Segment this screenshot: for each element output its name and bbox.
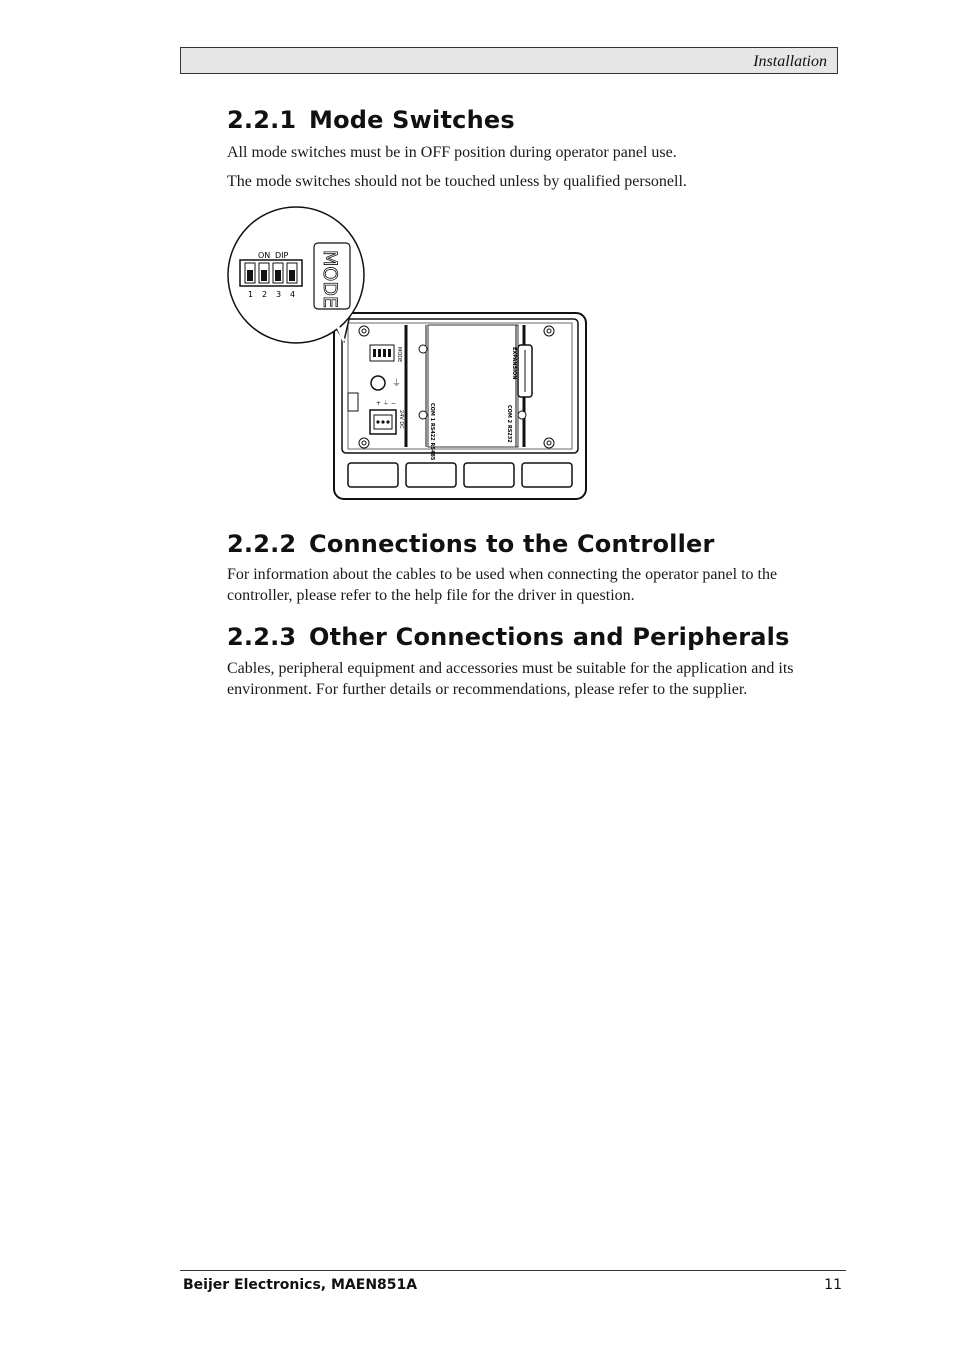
board-label-mode: MODE xyxy=(396,347,402,363)
panel-diagram-svg xyxy=(226,205,590,503)
dip-position-label: 2 xyxy=(262,290,268,299)
paragraph: For information about the cables to be used when connecting the operator panel to the controller, please refer to the help file for the driver in question. xyxy=(227,566,778,604)
dip-label-on: ON xyxy=(258,251,271,260)
section-number: 2.2.3 xyxy=(227,623,297,651)
paragraph: Cables, peripheral equipment and accessories must be suitable for the application and its environment. For further details or recommendations, please refer to the supplier. xyxy=(227,660,794,698)
section-heading-connections-controller xyxy=(227,530,715,558)
power-polarity-icon: + ⏚ − xyxy=(376,400,396,407)
ground-screw xyxy=(371,376,385,390)
board-label-power: 24V DC xyxy=(398,410,404,429)
dip-switch xyxy=(240,260,302,286)
dip-position-label: 3 xyxy=(276,290,282,299)
section-title: Connections to the Controller xyxy=(309,530,715,558)
dip-position-label: 4 xyxy=(290,290,296,299)
section-number: 2.2.1 xyxy=(227,106,297,134)
header-section-title: Installation xyxy=(753,53,827,70)
section-title: Mode Switches xyxy=(309,106,515,134)
panel-diagram xyxy=(226,205,590,503)
section-heading-other-connections xyxy=(227,623,790,651)
board-label-expansion: EXPANSION xyxy=(511,347,517,380)
dip-position-label: 1 xyxy=(248,290,254,299)
page-header xyxy=(180,47,838,74)
mode-label: MODE xyxy=(319,250,341,308)
section-heading-mode-switches xyxy=(227,106,515,134)
page-number: 11 xyxy=(824,1277,842,1293)
ground-icon: ⏚ xyxy=(392,379,402,389)
section-number: 2.2.2 xyxy=(227,530,297,558)
dip-label-dip: DIP xyxy=(275,251,289,260)
expansion-connector xyxy=(518,345,532,397)
footer-rule xyxy=(180,1270,846,1271)
power-connector xyxy=(370,410,396,434)
section-title: Other Connections and Peripherals xyxy=(309,623,790,651)
board-label-com2: COM 2 RS232 xyxy=(506,405,512,443)
board-label-com1: COM 1 RS422 RS485 xyxy=(429,403,435,461)
board-dip-switch xyxy=(370,345,394,361)
paragraph: All mode switches must be in OFF position during operator panel use. xyxy=(227,144,677,161)
paragraph: The mode switches should not be touched unless by qualified personell. xyxy=(227,173,687,190)
footer-company: Beijer Electronics, MAEN851A xyxy=(183,1277,418,1293)
